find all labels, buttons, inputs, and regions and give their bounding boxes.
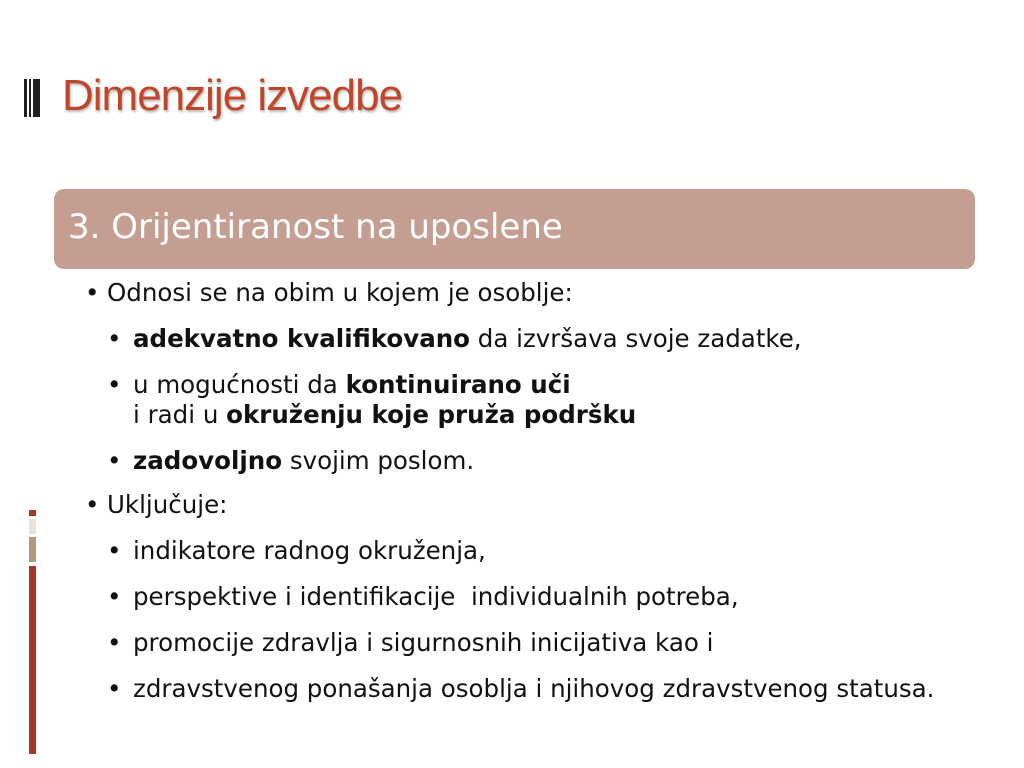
decor-bar-main	[29, 566, 36, 754]
emphasis-text: okruženju koje pruža podršku	[226, 400, 637, 429]
list-item-text: Odnosi se na obim u kojem je osoblje:	[107, 278, 573, 307]
sub-list	[107, 324, 985, 476]
sub-list-item	[107, 674, 985, 704]
list-item	[85, 278, 985, 476]
list-item	[85, 490, 985, 704]
sub-list-item	[107, 628, 985, 658]
section-header-bar	[54, 189, 975, 269]
emphasis-text: zadovoljno	[133, 446, 283, 475]
decor-bar-top	[29, 510, 36, 516]
bullet-icon: •	[107, 628, 122, 657]
sub-list	[107, 536, 985, 704]
sub-list-item	[107, 370, 985, 430]
sub-list-item	[107, 536, 985, 566]
bullet-icon: •	[107, 324, 122, 353]
bullet-icon: •	[107, 370, 122, 399]
emphasis-text: kontinuirano uči	[345, 370, 571, 399]
decor-bar-tan	[29, 537, 36, 562]
sub-list-item	[107, 446, 985, 476]
bullet-icon: •	[85, 490, 100, 519]
slide-title: Dimenzije izvedbe	[62, 71, 403, 120]
section-header-text: 3. Orijentiranost na uposlene	[68, 207, 563, 247]
emphasis-text: adekvatno kvalifikovano	[133, 324, 470, 353]
decor-bar-light	[29, 519, 36, 534]
bullet-icon: •	[107, 582, 122, 611]
sub-item-text: perspektive i identifikacije individualnih potreba,	[133, 582, 739, 611]
sub-list-item	[107, 582, 985, 612]
sub-item-text: i radi u	[133, 400, 227, 429]
bullet-icon: •	[107, 674, 122, 703]
sub-item-text: svojim poslom.	[282, 446, 475, 475]
sub-item-text: da izvršava svoje zadatke,	[470, 324, 802, 353]
sub-item-text: indikatore radnog okruženja,	[133, 536, 486, 565]
bullet-list	[85, 278, 985, 718]
bullet-icon: •	[85, 278, 100, 307]
sub-item-text: u mogućnosti da	[133, 370, 346, 399]
sub-item-text: zdravstvenog ponašanja osoblja i njihovog zdravstvenog statusa.	[133, 674, 935, 703]
bullet-icon: •	[107, 536, 122, 565]
list-item-text: Uključuje:	[107, 490, 228, 519]
sub-list-item	[107, 324, 985, 354]
title-mark-icon	[24, 79, 40, 117]
bullet-icon: •	[107, 446, 122, 475]
sub-item-text: promocije zdravlja i sigurnosnih inicijativa kao i	[133, 628, 714, 657]
